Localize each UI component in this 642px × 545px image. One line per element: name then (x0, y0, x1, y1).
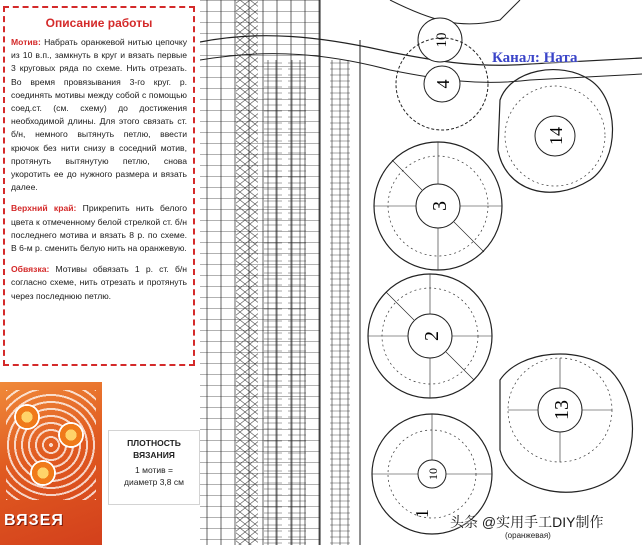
motif-text: Набрать оранжевой нитью цепочку из 10 в.п., замкнуть в круг и вязать первые 3 круговых ряда по схеме. Нить отрезать. Во время провязывания 3-го круг. р. соединять мотивы между собой с помощью соед.ст. (см. схему) до достижения необходимой длины. Для этого связать ст. б/н, немного вытянуть петлю, ввести крючок без нити снизу в соседний мотив, протянуть вытянутую петлю, снова укоротить ее до нужного размера и вязать далее. (11, 37, 187, 193)
gauge-heading (109, 437, 199, 461)
gauge-box (108, 430, 200, 505)
top-edge-label: Верхний край: (11, 203, 77, 214)
flower-motif (58, 422, 84, 448)
edging-label: Обвязка: (11, 264, 50, 275)
band-curve (390, 0, 520, 24)
edging-text: Мотивы обвязать 1 р. ст. б/н согласно схеме, нить отрезать и протянуть через последнюю петлю. (11, 264, 187, 301)
motif-number: 10 (434, 32, 450, 48)
book-title: ВЯЗЕЯ (4, 512, 64, 529)
motif-number: 1 (412, 509, 432, 518)
orange-note: (оранжевая) (505, 531, 551, 540)
gauge-body (109, 464, 199, 488)
motif-number: 14 (546, 127, 566, 145)
gauge-body-line2: диаметр 3,8 см (124, 477, 184, 487)
gauge-heading-line2: ВЯЗАНИЯ (133, 450, 175, 460)
description-title: Описание работы (45, 16, 153, 30)
top-edge-paragraph (11, 202, 187, 255)
flower-motif (14, 404, 40, 430)
watermark: 头条 @实用手工DIY制作 (450, 514, 604, 530)
motif-label: Мотив: (11, 37, 41, 47)
crochet-chart (200, 0, 642, 545)
motif-paragraph (11, 36, 187, 194)
motif-number: 13 (551, 400, 573, 420)
top-edge-text: Прикрепить нить белого цвета к отмеченному белой стрелкой ст. б/н последнего мотива и вязать 8 р. по схеме. В 6-м р. сменить белую нить на оранжевую. (11, 203, 187, 254)
motif-number: 10 (426, 468, 440, 480)
edging-paragraph (11, 263, 187, 303)
channel-label: Канал: Ната (492, 50, 578, 66)
description-panel (3, 6, 195, 366)
motif-number: 4 (433, 79, 453, 89)
gauge-heading-line1: ПЛОТНОСТЬ (127, 438, 181, 448)
motif-number: 2 (421, 331, 443, 341)
flower-motif (30, 460, 56, 486)
top-edge-stitches (200, 0, 360, 545)
gauge-body-line1: 1 мотив = (135, 465, 173, 475)
motif-number: 3 (429, 201, 451, 211)
motif-13 (500, 354, 633, 492)
motif-14 (498, 70, 613, 193)
